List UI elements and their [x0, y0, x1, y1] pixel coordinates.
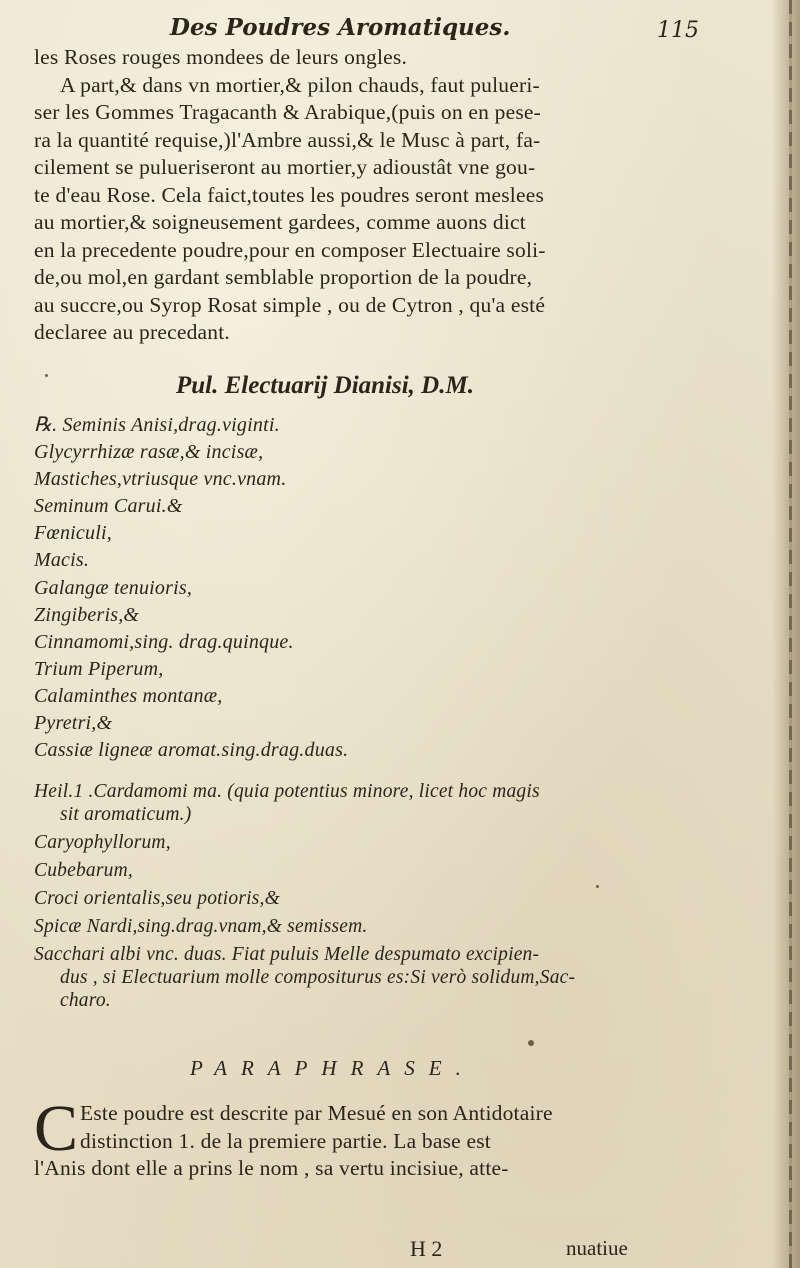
- recipe-line: Pyretri,&: [34, 712, 113, 735]
- text-line: ser les Gommes Tragacanth & Arabique,(puis on en pese-: [34, 100, 541, 124]
- page-edge-shadow: [772, 0, 800, 1268]
- text-line: A part,& dans vn mortier,& pilon chauds, faut pulueri-: [60, 72, 540, 97]
- recipe-line: Seminum Carui.&: [34, 495, 183, 518]
- text-line: l'Anis dont elle a prins le nom , sa vertu incisiue, atte-: [34, 1156, 509, 1180]
- running-title: Des Poudres Aromatiques.: [170, 14, 511, 41]
- paraphrase-continued: [34, 1155, 734, 1183]
- recipe-list: [34, 412, 734, 764]
- recipe-line: Sacchari albi vnc. duas. Fiat puluis Melle despumato excipien-: [34, 944, 540, 965]
- text-line: de,ou mol,en gardant semblable proportion de la poudre,: [34, 265, 533, 289]
- recipe-line: ℞. Seminis Anisi,drag.viginti.: [34, 414, 280, 436]
- text-line: declaree au precedant.: [34, 320, 230, 344]
- recipe-line: Croci orientalis,seu potioris,&: [34, 888, 280, 909]
- ink-spot: [528, 1040, 534, 1046]
- signature-mark: H 2: [410, 1236, 443, 1261]
- text-line: au succre,ou Syrop Rosat simple , ou de Cytron , qu'a esté: [34, 292, 546, 317]
- ink-spot: [45, 374, 48, 377]
- recipe-line: Glycyrrhizæ rasæ,& incisæ,: [34, 441, 264, 464]
- paraphrase-intro: [80, 1100, 740, 1155]
- text-line: cilement se pulueriseront au mortier,y adioustât vne gou-: [34, 155, 536, 179]
- recipe-line: Trium Piperum,: [34, 657, 164, 680]
- recipe-line: Zingiberis,&: [34, 603, 140, 626]
- text-line: distinction 1. de la premiere partie. La base est: [80, 1128, 491, 1153]
- recipe-line: Macis.: [34, 549, 90, 572]
- drop-cap-letter: C: [34, 1092, 79, 1165]
- recipe-line: Caryophyllorum,: [34, 832, 171, 853]
- recipe-line: charo.: [60, 990, 111, 1011]
- text-line: te d'eau Rose. Cela faict,toutes les poudres seront meslees: [34, 182, 545, 207]
- text-line: Este poudre est descrite par Mesué en son Antidotaire: [80, 1101, 553, 1125]
- recipe-line: dus , si Electuarium molle compositurus es:Si verò solidum,Sac-: [60, 967, 576, 988]
- catchword: nuatiue: [566, 1236, 628, 1260]
- text-line: ra la quantité requise,)l'Ambre aussi,& le Musc à part, fa-: [34, 127, 541, 152]
- text-line: les Roses rouges mondees de leurs ongles.: [34, 45, 408, 69]
- recipe-line: Mastiches,vtriusque vnc.vnam.: [34, 468, 287, 491]
- recipe-line: Calaminthes montanæ,: [34, 684, 223, 707]
- recipe-line: Cinnamomi,sing. drag.quinque.: [34, 630, 294, 653]
- recipe-line: Cassiæ ligneæ aromat.sing.drag.duas.: [34, 739, 349, 762]
- ink-spot: [596, 885, 599, 888]
- recipe-line: Spicæ Nardi,sing.drag.vnam,& semissem.: [34, 916, 368, 937]
- recipe-line: Heil.1 .Cardamomi ma. (quia potentius minore, licet hoc magis: [34, 781, 540, 802]
- recipe-line: Fœniculi,: [34, 522, 112, 545]
- text-line: au mortier,& soigneusement gardees, comme auons dict: [34, 210, 526, 234]
- recipe-line: Cubebarum,: [34, 860, 133, 881]
- text-line: en la precedente poudre,pour en composer Electuaire soli-: [34, 237, 546, 262]
- paraphrase-heading: PARAPHRASE.: [190, 1056, 475, 1080]
- page-binding-edge: [789, 0, 792, 1268]
- recipe-line: sit aromaticum.): [60, 804, 192, 825]
- page-number: 115: [657, 18, 699, 43]
- recipe-list-continued: [34, 780, 734, 1012]
- french-paragraph: [34, 44, 734, 347]
- recipe-line: Galangæ tenuioris,: [34, 576, 193, 599]
- recipe-title: Pul. Electuarij Dianisi, D.M.: [176, 372, 474, 399]
